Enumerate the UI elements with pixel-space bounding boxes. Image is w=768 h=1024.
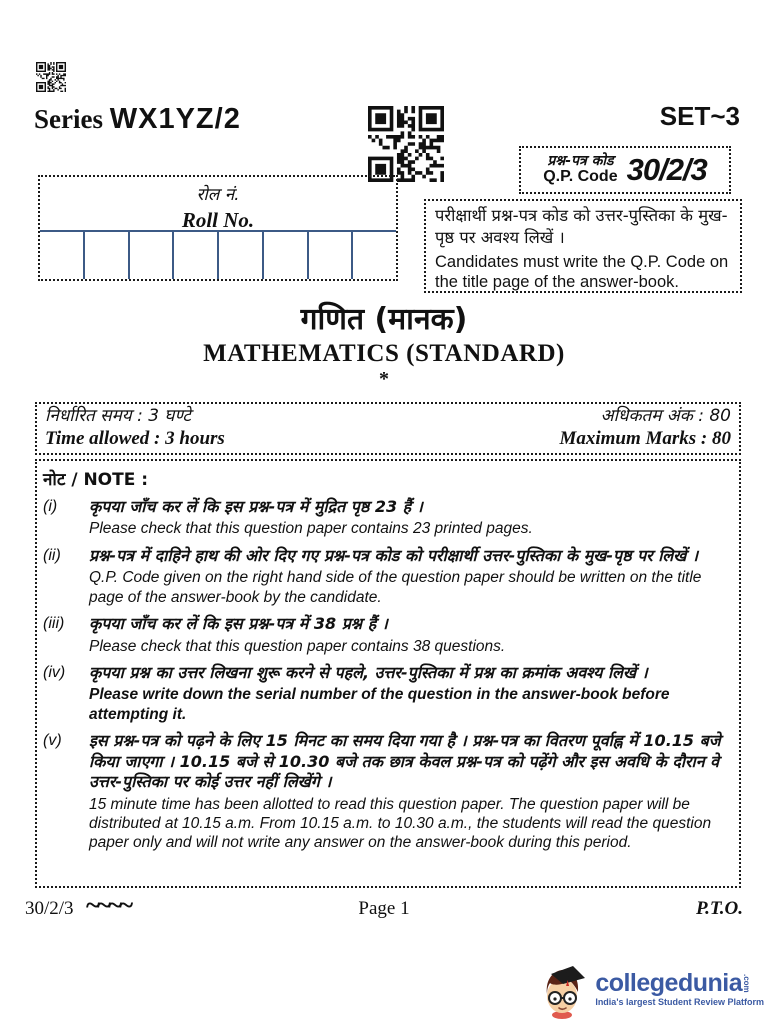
note-item-english: 15 minute time has been allotted to read this question paper. The question paper will be distributed at 10.15 a.m. From 10.15 a.m. to 10.30 a.m., the students will read the question paper only and will not write any answer on the answer-book during this period. <box>89 795 712 852</box>
note-item-hindi: प्रश्न-पत्र में दाहिने हाथ की ओर दिए गए प्रश्न-पत्र कोड को परीक्षार्थी उत्तर-पुस्तिका के मुख-पृष्ठ पर लिखें । <box>89 545 699 565</box>
note-item-english: Q.P. Code given on the right hand side of the question paper should be written on the title page of the answer-book by the candidate. <box>89 569 702 606</box>
qr-code-small-icon <box>36 62 66 92</box>
roll-number-box <box>38 175 398 281</box>
note-item-number: (ii) <box>43 546 61 564</box>
collegedunia-wordmark: collegedunia <box>595 969 743 997</box>
roll-digit-cell <box>85 232 130 279</box>
candidates-instruction-english: Candidates must write the Q.P. Code on the title page of the answer-book. <box>435 252 729 291</box>
qp-code-value: 30/2/3 <box>626 152 707 187</box>
collegedunia-logo <box>533 958 764 1020</box>
note-item-1 <box>43 497 731 539</box>
maximum-marks-hindi: अधिकतम अंक : 80 <box>600 406 731 426</box>
time-allowed-english: Time allowed : 3 hours <box>45 428 225 450</box>
note-item-hindi: कृपया जाँच कर लें कि इस प्रश्न-पत्र में 38 प्रश्न हैं । <box>89 614 388 634</box>
series-code: WX1YZ/2 <box>109 103 241 135</box>
roll-digit-cell <box>219 232 264 279</box>
note-item-number: (v) <box>43 732 62 750</box>
note-item-4 <box>43 663 731 724</box>
roll-digit-cell <box>174 232 219 279</box>
roll-label-hindi: रोल नं. <box>196 185 240 205</box>
footer-pto: P.T.O. <box>696 898 743 919</box>
note-item-hindi: इस प्रश्न-पत्र को पढ़ने के लिए 15 मिनट का समय दिया गया है । प्रश्न-पत्र का वितरण पूर्वाह्न में 10.15 बजे किया जाएगा । 10.15 बजे से 10.30 बजे तक छात्र केवल प्रश्न-पत्र को पढ़ेंगे और इस अवधि के दौरान वे उत्तर-पुस्तिका पर कोई उत्तर नहीं लिखेंगे । <box>89 731 721 792</box>
qp-code-label-hindi: प्रश्न-पत्र कोड <box>547 153 614 170</box>
candidates-instruction-box <box>424 199 742 293</box>
note-item-hindi: कृपया प्रश्न का उत्तर लिखना शुरू करने से पहले, उत्तर-पुस्तिका में प्रश्न का क्रमांक अवश्य लिखें । <box>89 662 648 682</box>
set-label: SET~3 <box>659 101 740 131</box>
note-item-3 <box>43 614 731 656</box>
collegedunia-mascot-icon <box>533 958 591 1020</box>
note-item-english: Please write down the serial number of the question in the answer-book before attempting it. <box>89 686 670 723</box>
maximum-marks-english: Maximum Marks : 80 <box>559 428 731 450</box>
qr-code-large-icon <box>368 106 444 182</box>
note-item-2 <box>43 546 731 607</box>
qp-code-box <box>519 146 731 194</box>
note-item-english: Please check that this question paper contains 23 printed pages. <box>89 520 533 538</box>
paper-title-english: MATHEMATICS (STANDARD) <box>203 340 565 367</box>
roll-digit-cell <box>309 232 354 279</box>
footer-paper-code: 30/2/3 <box>25 898 74 919</box>
paper-title-hindi: गणित (मानक) <box>300 302 468 337</box>
roll-digit-cell <box>264 232 309 279</box>
note-box <box>35 459 741 888</box>
note-item-number: (iv) <box>43 663 66 681</box>
collegedunia-logo-text <box>595 971 764 1007</box>
roll-digit-cell <box>130 232 175 279</box>
footer-squiggle: ~~~~ <box>86 890 131 920</box>
roll-digit-cell <box>40 232 85 279</box>
note-item-english: Please check that this question paper contains 38 questions. <box>89 637 506 655</box>
note-item-number: (i) <box>43 498 58 515</box>
footer-page-number: Page 1 <box>358 898 410 919</box>
series-label: Series <box>34 104 103 134</box>
roll-label-english: Roll No. <box>181 208 255 232</box>
note-item-number: (iii) <box>43 615 65 633</box>
qp-code-labels <box>543 154 617 185</box>
time-marks-box <box>35 402 741 455</box>
series-line <box>34 103 241 136</box>
qp-code-label-english: Q.P. Code <box>543 167 618 185</box>
note-heading: नोट / NOTE : <box>43 470 149 490</box>
collegedunia-tld: .com <box>742 974 752 993</box>
time-allowed-hindi: निर्धारित समय : 3 घण्टे <box>45 406 191 426</box>
roll-number-grid <box>40 230 396 279</box>
roll-digit-cell <box>353 232 396 279</box>
candidates-instruction-hindi: परीक्षार्थी प्रश्न-पत्र कोड को उत्तर-पुस्तिका के मुख-पृष्ठ पर अवश्य लिखें । <box>435 206 728 247</box>
note-item-5 <box>43 731 731 853</box>
note-item-hindi: कृपया जाँच कर लें कि इस प्रश्न-पत्र में मुद्रित पृष्ठ 23 हैं । <box>89 497 423 516</box>
collegedunia-tagline: India's largest Student Review Platform <box>595 997 764 1007</box>
title-star: * <box>379 368 389 390</box>
